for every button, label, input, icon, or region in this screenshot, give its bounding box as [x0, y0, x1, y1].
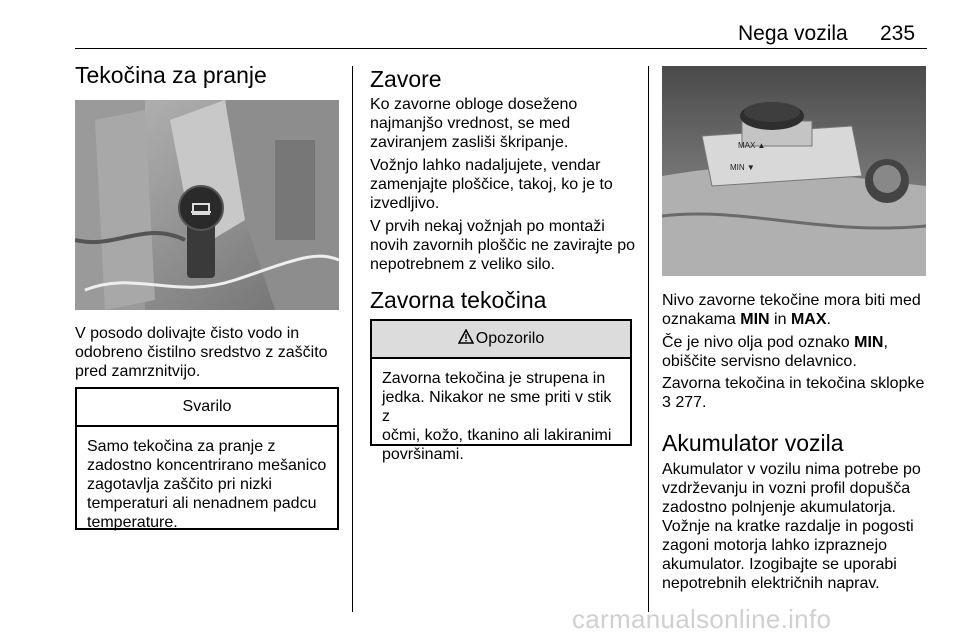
below-min-text-b: , obiščite servisno delavnico.: [662, 334, 888, 370]
warning-box-text: Zavorna tekočina je strupena in jedka. Nikakor ne sme priti v stik z očmi, kožo, tkanino ali lakiranimi površinami.: [382, 370, 612, 463]
washer-reservoir-illustration: [75, 100, 339, 310]
brake-fluid-reservoir-photo: [662, 66, 926, 276]
min-mark-label: MIN ▼: [730, 163, 755, 172]
max-term: MAX: [790, 311, 827, 328]
level-text-in: in: [769, 311, 791, 328]
brake-clutch-fluid-reference: Zavorna tekočina in tekočina sklopke 3 277.: [662, 375, 925, 411]
column-divider-2: [648, 66, 649, 612]
page-number: 235: [880, 22, 916, 45]
section-heading-washer-fluid: Tekočina za pranje: [75, 62, 267, 88]
level-text-a: Nivo zavorne tekočine mora biti med oznakama: [662, 292, 921, 328]
washer-fluid-photo: [75, 100, 339, 310]
caution-box-text: Samo tekočina za pranje z zadostno koncentrirano mešanico zagotavlja zaščito pri nizki temperaturi ali nenadnem padcu temperature.: [87, 438, 327, 531]
caution-box: [75, 387, 339, 530]
brake-fluid-level-text: [662, 291, 952, 329]
max-mark-label: MAX ▲: [738, 141, 766, 150]
section-heading-brakes: Zavore: [370, 66, 442, 92]
brakes-paragraph-2: Vožnjo lahko nadaljujete, vendar zamenjajte ploščice, takoj, ko je to izvedljivo.: [370, 157, 613, 212]
running-header-title: Nega vozila: [738, 22, 848, 45]
section-heading-vehicle-battery: Akumulator vozila: [662, 430, 844, 456]
watermark: carmanualsonline.info: [572, 604, 832, 634]
brakes-paragraph-3: V prvih nekaj vožnjah po montaži novih zavornih ploščic ne zavirajte po nepotrebnem z veliko silo.: [370, 218, 636, 273]
min-term: MIN: [740, 311, 770, 328]
warning-box-title: Opozorilo: [475, 330, 545, 347]
caution-box-title: Svarilo: [77, 389, 337, 427]
min-term-2: MIN: [854, 334, 884, 351]
header-rule: [75, 48, 927, 49]
below-min-text-a: Če je nivo olja pod oznako: [662, 334, 855, 351]
level-text-end: .: [826, 311, 831, 328]
subheading-brake-fluid: Zavorna tekočina: [370, 287, 547, 313]
brake-reservoir-illustration: [662, 66, 926, 276]
brakes-paragraph-1: Ko zavorne obloge doseženo najmanjšo vrednost, se med zaviranjem zasliši škripanje.: [370, 96, 578, 151]
warning-box-header: [372, 321, 630, 359]
warning-box: [370, 319, 632, 463]
warning-triangle-icon: [458, 329, 474, 349]
column-divider-1: [352, 66, 353, 612]
washer-fluid-text: V posodo dolivajte čisto vodo in odobreno čistilno sredstvo z zaščito pred zamrznitvijo.: [75, 325, 328, 380]
below-min-text: [662, 333, 952, 371]
battery-text: Akumulator v vozilu nima potrebe po vzdrževanju in vozni profil dopušča zadostno polnjenje akumulatorja. Vožnje na kratke razdalje in pogosti zagoni motorja lahko izpraznejo akumulator. Izogibajte se uporabi nepotrebnih električnih naprav.: [662, 461, 921, 592]
